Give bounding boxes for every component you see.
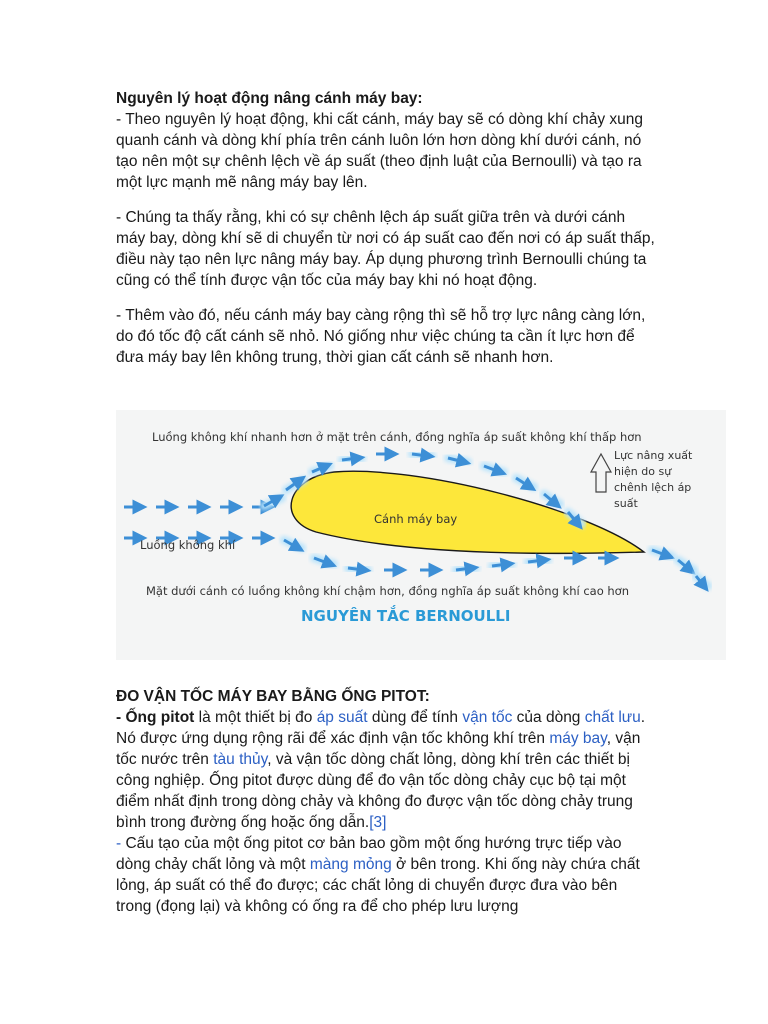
lift-label-line: suất bbox=[614, 497, 638, 510]
link-chat-luu[interactable]: chất lưu bbox=[584, 709, 641, 726]
airflow-arrow-icon bbox=[342, 458, 358, 460]
lift-label-line: hiện do sự bbox=[614, 465, 672, 478]
text-run: , và vận tốc dòng chất lỏng, dòng khí trên các thiết bị công nghiệp. Ống pitot được dùng để đo vận tốc dòng chảy cục bộ tại một điểm nhất định trong dòng chảy và không đo được vận tốc dòng chảy trung bình trong đường ống hoặc ống dẫn. bbox=[116, 751, 633, 831]
section-title: Nguyên lý hoạt động nâng cánh máy bay: bbox=[116, 90, 423, 107]
wing-label: Cánh máy bay bbox=[374, 512, 458, 526]
airflow-arrow-icon bbox=[456, 568, 472, 570]
link-ap-suat[interactable]: áp suất bbox=[316, 709, 368, 726]
text-run: Cấu tạo của một ống pitot cơ bản bao gồm một ống hướng trực tiếp vào dòng chảy chất lỏng và một bbox=[116, 835, 622, 873]
airflow-arrow-icon bbox=[412, 454, 428, 456]
text-run: ở bên trong. Khi ống này chứa chất lỏng, áp suất có thể đo được; các chất lỏng di chuyển được đưa vào bên trong (đọng lại) và không có ống ra để cho phép lưu lượng bbox=[116, 856, 640, 915]
text-run: dùng để tính bbox=[367, 709, 463, 726]
figure-caption: NGUYÊN TẮC BERNOULLI bbox=[301, 607, 511, 625]
dash-link[interactable]: - bbox=[116, 835, 122, 852]
link-van-toc[interactable]: vận tốc bbox=[462, 709, 513, 726]
airflow-arrow-icon bbox=[528, 560, 544, 562]
paragraph bbox=[116, 707, 656, 833]
text-run: của dòng bbox=[512, 709, 585, 726]
top-label: Luồng không khí nhanh hơn ở mặt trên cánh, đồng nghĩa áp suất không khí thấp hơn bbox=[152, 430, 642, 444]
link-mang-mong[interactable]: màng mỏng bbox=[309, 856, 392, 873]
section-lift-principle bbox=[116, 88, 656, 368]
air-label: Luồng không khí bbox=[140, 538, 236, 552]
text-run: , vận tốc nước trên bbox=[116, 730, 641, 768]
paragraph: - Theo nguyên lý hoạt động, khi cất cánh, máy bay sẽ có dòng khí chảy xung quanh cánh và dòng khí phía trên cánh luôn lớn hơn dòng khí dưới cánh, nó tạo nên một sự chênh lệch về áp suất (theo định luật của Bernoulli) và tạo ra một lực mạnh mẽ nâng máy bay lên. bbox=[116, 111, 644, 191]
link-may-bay[interactable]: máy bay bbox=[549, 730, 607, 747]
bernoulli-diagram bbox=[116, 410, 726, 660]
section-pitot bbox=[116, 686, 656, 917]
term-pitot: - Ống pitot bbox=[116, 709, 195, 726]
text-run: là một thiết bị đo bbox=[194, 709, 317, 726]
bottom-label: Mặt dưới cánh có luồng không khí chậm hơn, đồng nghĩa áp suất không khí cao hơn bbox=[146, 584, 630, 598]
paragraph: - Chúng ta thấy rằng, khi có sự chênh lệch áp suất giữa trên và dưới cánh máy bay, dòng khí sẽ di chuyển từ nơi có áp suất cao đến nơi có áp suất thấp, điều này tạo nên lực nâng máy bay. Áp dụng phương trình Bernoulli chúng ta cũng có thể tính được vận tốc của máy bay khi nó hoạt động. bbox=[116, 209, 655, 289]
airflow-arrow-icon bbox=[492, 564, 508, 566]
paragraph bbox=[116, 833, 656, 917]
citation-link[interactable]: [3] bbox=[369, 814, 387, 831]
text-run: . Nó được ứng dụng rộng rãi để xác định vận tốc không khí trên bbox=[116, 709, 646, 747]
paragraph: - Thêm vào đó, nếu cánh máy bay càng rộng thì sẽ hỗ trợ lực nâng càng lớn, do đó tốc độ cất cánh sẽ nhỏ. Nó giống như việc chúng ta cần ít lực hơn để đưa máy bay lên không trung, thời gian cất cánh sẽ nhanh hơn. bbox=[116, 307, 646, 366]
lift-label-line: Lực nâng xuất bbox=[614, 449, 693, 462]
section-title: ĐO VẬN TỐC MÁY BAY BẰNG ỐNG PITOT: bbox=[116, 688, 430, 705]
link-tau-thuy[interactable]: tàu thủy bbox=[213, 751, 268, 768]
lift-label-line: chênh lệch áp bbox=[614, 481, 692, 494]
airflow-arrow-icon bbox=[348, 568, 364, 570]
bernoulli-illustration bbox=[116, 410, 726, 660]
